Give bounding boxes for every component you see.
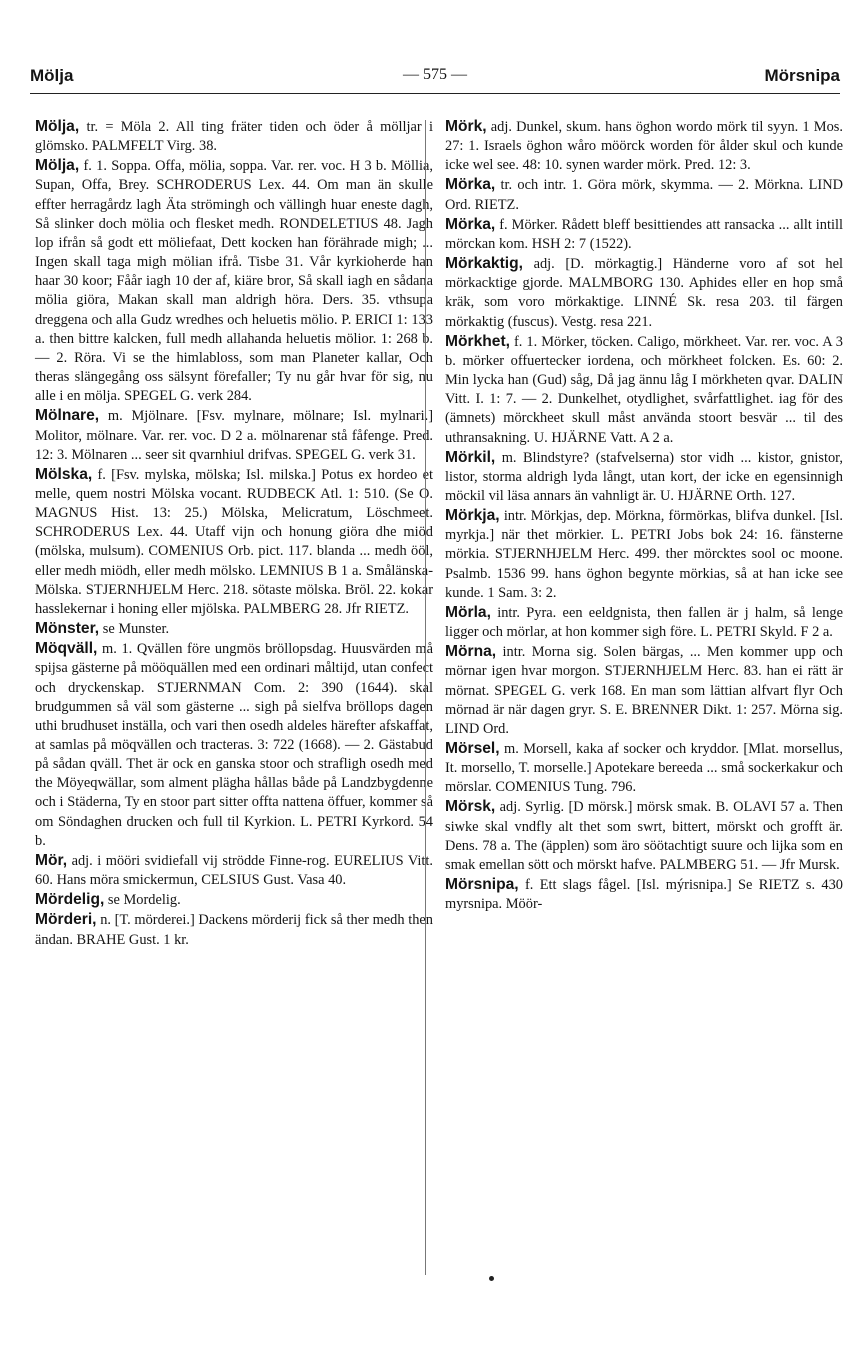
header-first-headword: Mölja — [30, 66, 74, 85]
header-rule — [30, 93, 840, 94]
headword: Mörkaktig, — [445, 255, 523, 273]
headword: Mölska, — [35, 465, 93, 483]
headword: Mörkja, — [445, 507, 500, 525]
entry-morsnipa — [445, 875, 843, 914]
entry-text: adj. Dunkel, skum. hans öghon wordo mörk til syyn. 1 Mos. 27: 1. Israels öghon wåro möörck worden för ålder skul och kunde icke wel see. 48: 10. synen warder mörk. Pred. 12: 3. — [445, 119, 843, 174]
entry-morkja — [445, 506, 843, 603]
entry-text: adj. i mööri svidiefall vij strödde Finne-rog. EURELIUS Vitt. 60. Hans möra smickermun, CELSIUS Gust. Vasa 40. — [35, 852, 434, 889]
entry-text: intr. Pyra. een eeldgnista, then fallen är j halm, så lenge ligger och mörlar, at hon kommer sigh före. L. PETRI Skyld. F 2 a. — [445, 604, 843, 641]
headword: Mörderi, — [35, 911, 97, 929]
entry-text: m. Blindstyre? (stafvelserna) stor vidh ... kistor, gnistor, listor, storma aldrigh lyda långt, utan kort, der icke en egensinnigh möckil vil läsa annars än vahnligt är. U. HJÄRNE Orth. 127. — [445, 449, 843, 504]
headword: Mörsel, — [445, 740, 500, 757]
entry-mor — [35, 851, 433, 890]
entry-mordelig — [35, 890, 433, 910]
print-speck — [489, 1276, 494, 1281]
entry-morkhet — [445, 332, 843, 448]
headword: Mölnare, — [35, 407, 100, 425]
entry-text: m. 1. Qvällen före ungmös bröllopsdag. Huusvärden må spijsa gästerne på mööquällen med een ordinari måltijd, utan confect och dryckenskap. STJERNMAN Com. 2: 390 (1644). skal brudgummen så väl som gästerne ... sigh på sielfva bröllops dagen uthi brudhuset inställa, och vari then osedh aldeles härefter afskaffat, at samlas på möqvällen och tracteras. 3: 722 (1668). — 2. Gästabud på sådan qväll. Thet är ock en ganska stoor och strafligh osedh med the Möyeqwällar, som alment plägha hållas både på Landzbygdenne och i Städerna, Ty en stoor part sitter offta nattena öffuer, kommer så om Söndaghen drucken och full til Kyrkion. L. PETRI Kyrkord. 54 b. — [35, 641, 433, 849]
entry-text: tr. och intr. 1. Göra mörk, skymma. — 2. Mörkna. LIND Ord. RIETZ. — [445, 177, 843, 213]
entry-molja-1 — [35, 117, 433, 156]
entry-moqvall — [35, 639, 433, 851]
headword: Mörka, — [445, 176, 496, 194]
entry-text: m. Morsell, kaka af socker och kryddor. [Mlat. morsellus, It. morsello, T. morselle.] Apotekare bereeda ... små sockerkakur och mörslar. COMENIUS Tung. 796. — [445, 741, 843, 796]
header-last-headword: Mörsnipa — [764, 66, 840, 85]
entry-molska — [35, 465, 433, 619]
entry-morka-verb — [445, 175, 843, 214]
entry-morla — [445, 603, 843, 642]
headword: Mönster, — [35, 620, 100, 638]
headword: Mörkhet, — [445, 332, 510, 350]
entry-morsel — [445, 739, 843, 797]
entry-mork — [445, 117, 843, 175]
entry-text: m. Mjölnare. [Fsv. mylnare, mölnare; Isl. mylnari.] Molitor, mölnare. Var. rer. voc. D 2 a. mölnarenar stå fåfenge. Pred. 12: 3. Mölnaren ... seer sit qvarnhiul drifvas. SPEGEL G. verk 31. — [35, 408, 433, 463]
entry-morna — [445, 642, 843, 739]
headword: Mörsnipa, — [445, 876, 519, 894]
entry-monster — [35, 619, 433, 639]
column-divider — [425, 120, 426, 1275]
headword: Mölja, — [35, 118, 80, 135]
entry-morka-noun — [445, 215, 843, 254]
running-header — [30, 66, 840, 90]
entry-text: f. Mörker. Rådett bleff besittiendes att ransacka ... allt intill mörckan kom. HSH 2: 7 (1522). — [445, 216, 843, 252]
entry-molja-2 — [35, 156, 433, 406]
entry-morsk — [445, 797, 843, 875]
entry-text: f. [Fsv. mylska, mölska; Isl. milska.] Potus ex hordeo et melle, quem nostri Mölska vocant. RUDBECK Atl. 1: 510. (Se O. MAGNUS Hist. 13: 25.) Mölska, Melicratum, Löschmeet. SCHRODERUS Lex. 44. Utaff vijn och honung giöra dhe miöd (mölska, mulsum). COMENIUS Orb. pict. 117. blanda ... medh ööl, eller medh miödh, eller medh mölsko. LEMNIUS B 1 a. Smålänska-Mölska. STJERNHJELM Herc. 218. sötaste mölska. Bröl. 22. kokar hasslekernar i honing eller mjölska. PALMBERG 28. Jfr RIETZ. — [35, 466, 433, 617]
entry-morkil — [445, 448, 843, 506]
headword: Mörk, — [445, 118, 487, 135]
page-number: — 575 — — [403, 66, 467, 83]
entry-text: adj. Syrlig. [D mörsk.] mörsk smak. B. OLAVI 57 a. Then siwke skal vndfly alt thet som swrt, bittert, mörskt och grofft är. Dens. 78 a. The (äpplen) som äro söötachtigt suure och lijka som en smak emellan sött och mörskt hafve. PALMBERG 51. — Jfr Mursk. — [445, 799, 843, 873]
headword: Mördelig, — [35, 891, 105, 909]
headword: Möqväll, — [35, 640, 98, 658]
entry-text: f. Ett slags fågel. [Isl. mýrisnipa.] Se RIETZ s. 430 myrsnipa. Möör- — [445, 877, 843, 913]
headword: Mörla, — [445, 603, 491, 621]
entry-text: f. 1. Mörker, töcken. Caligo, mörkheet. Var. rer. voc. A 3 b. mörker offuertecker iordena, och mörkheet folcken. Es. 60: 2. Min lycka han (Gud) såg, Då jag ännu låg I mörkheten qvar. DALIN Vitt. I. 1: 7. — 2. Dunkelhet, otydlighet, svårfattlighet. iag för des (ämnets) mörckheet skull måst använda stoort besvär ... til des uthransakning. U. HJÄRNE Vatt. A 2 a. — [445, 333, 843, 446]
entry-molnare — [35, 406, 433, 464]
headword: Mörkil, — [445, 448, 496, 466]
entry-text: f. 1. Soppa. Offa, mölia, soppa. Var. rer. voc. H 3 b. Möllia, Supan, Offa, Brey. SCHRODERUS Lex. 44. Om man än skulle effter herragårdz lagh Äta strömingh och vällingh huar eneste dagh, Så slinker doch mölia och flesket medh. RONDELETIUS 48. Jagh lop ifrån så godt ett möliefaat, Dett kocken han förährade migh; ... Ingen skall taga migh mölian ifrå. Tisbe 31. Vår kyrkioherde han haar 30 koor; Fåår iagh 10 der af, kiäre bror, Så skall iagh en sådana mölia giöra, Makan skall man aldrigh höra. Ders. 35. vthsupa dreggena och alla Gudz wredhes och heluetis mölio. P. ERICI 1: 133 a. then bittre kalcken, full medh allahanda heluetis mölior. 1: 268 b. — 2. Röra. Vi se the himlabloss, som man Planeter kallar, Och theras slängegång oss sälsynt förefaller; Ty nu går hvar för sig, nu alle i en mölja. SPEGEL G. verk 284. — [35, 158, 433, 405]
entry-text: se Mordelig. — [107, 892, 181, 909]
entry-morderi — [35, 910, 433, 949]
right-column — [445, 117, 843, 914]
headword: Mör, — [35, 851, 68, 869]
left-column — [35, 117, 433, 950]
headword: Mölja, — [35, 157, 80, 175]
entry-text: n. [T. mörderei.] Dackens mörderij fick så ther medh then ändan. BRAHE Gust. 1 kr. — [35, 912, 433, 948]
headword: Mörsk, — [445, 798, 496, 816]
entry-text: intr. Mörkjas, dep. Mörkna, förmörkas, blifva dunkel. [Isl. myrkja.] när thet mörkier. L. PETRI Jobs bok 24: 16. fänsterne mörkia. STJERNHJELM Herc. 499. ther mörcktes sool oc moone. Psalmb. 1536 99. hans öghon begynte mörkias, så at han icke see kunde. 1 Sam. 3: 2. — [445, 508, 843, 601]
entry-morkaktig — [445, 254, 843, 332]
headword: Mörna, — [445, 643, 497, 661]
entry-text: se Munster. — [102, 621, 170, 638]
entry-text: intr. Morna sig. Solen bärgas, ... Men kommer upp och mörnar igen hvar morgon. STJERNHJELM Herc. 83. han ei rätt är mörnat. SPEGEL G. verk 168. En man som lättian alfvart flyr Och mörnad är när dagen gryr. S. E. BRENNER Dikt. 1: 257. Mörna sig. LIND Ord. — [445, 644, 843, 737]
entry-text: tr. = Möla 2. All ting fräter tiden och öder å mölljar i glömsko. PALMFELT Virg. 38. — [35, 119, 433, 155]
entry-text: adj. [D. mörkagtig.] Händerne voro af sot hel mörkacktige gjorde. MALMBORG 130. Aphides eller en hop små kräk, som voro mörkaktige. LINNÉ Sk. resa 203. til färgen mörkaktig (fuscus). Vestg. resa 221. — [445, 256, 843, 330]
headword: Mörka, — [445, 215, 496, 233]
